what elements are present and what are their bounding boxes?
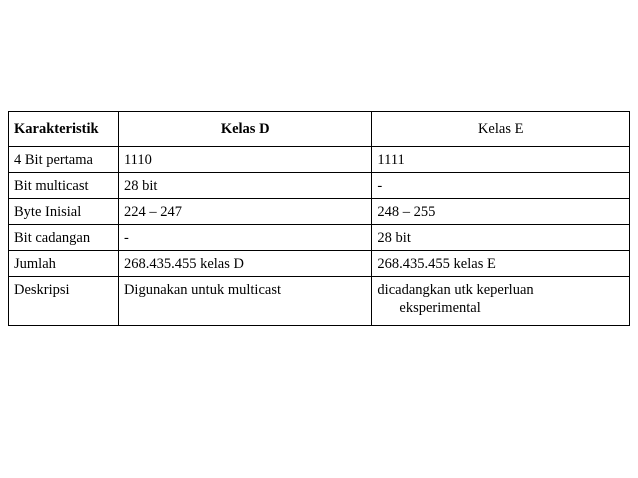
table-row xyxy=(9,277,630,326)
cell-kelas-e: 1111 xyxy=(372,147,630,173)
cell-kelas-d: - xyxy=(118,225,371,251)
header-kelas-e: Kelas E xyxy=(372,112,630,147)
table-row xyxy=(9,225,630,251)
cell-characteristic: 4 Bit pertama xyxy=(9,147,119,173)
cell-kelas-d: Digunakan untuk multicast xyxy=(118,277,371,326)
table-row xyxy=(9,199,630,225)
header-karakteristik: Karakteristik xyxy=(9,112,119,147)
cell-kelas-d: 1110 xyxy=(118,147,371,173)
cell-kelas-e xyxy=(372,277,630,326)
cell-kelas-d: 224 – 247 xyxy=(118,199,371,225)
header-kelas-d: Kelas D xyxy=(118,112,371,147)
cell-kelas-e: - xyxy=(372,173,630,199)
table-row xyxy=(9,251,630,277)
ip-class-table xyxy=(8,111,630,326)
cell-characteristic: Deskripsi xyxy=(9,277,119,326)
cell-characteristic: Bit cadangan xyxy=(9,225,119,251)
table-row xyxy=(9,147,630,173)
table-header-row xyxy=(9,112,630,147)
cell-kelas-d: 268.435.455 kelas D xyxy=(118,251,371,277)
cell-kelas-e: 248 – 255 xyxy=(372,199,630,225)
cell-kelas-e-line-2: eksperimental xyxy=(399,300,481,316)
cell-characteristic: Bit multicast xyxy=(9,173,119,199)
cell-kelas-e-line-1: dicadangkan utk keperluan xyxy=(377,282,534,298)
cell-kelas-e: 268.435.455 kelas E xyxy=(372,251,630,277)
table-row xyxy=(9,173,630,199)
cell-kelas-d: 28 bit xyxy=(118,173,371,199)
cell-characteristic: Byte Inisial xyxy=(9,199,119,225)
cell-kelas-e: 28 bit xyxy=(372,225,630,251)
cell-characteristic: Jumlah xyxy=(9,251,119,277)
